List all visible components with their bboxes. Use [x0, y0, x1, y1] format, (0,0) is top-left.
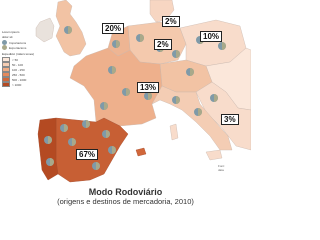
pie-symbol: [108, 146, 116, 154]
pie-symbol: [44, 136, 52, 144]
pie-symbol: [64, 26, 72, 34]
legend-class-label: 100 - 250: [12, 67, 25, 72]
pie-symbol: [144, 92, 152, 100]
pie-symbol: [82, 120, 90, 128]
pie-symbol: [46, 158, 54, 166]
source-note-line1: Font:: [218, 164, 225, 168]
pie-symbol: [122, 88, 130, 96]
pie-symbol: [68, 138, 76, 146]
pie-symbol: [172, 50, 180, 58]
percent-label-benelux: 2%: [154, 39, 172, 50]
legend-class-label: 250 - 500: [12, 72, 25, 77]
percent-label-spain: 67%: [76, 149, 98, 160]
source-note-line2: data: [218, 168, 224, 172]
legend-choropleth-title: Expedició (milers tones): [2, 52, 35, 56]
legend-class-label: < 50: [12, 57, 18, 62]
pie-symbol: [136, 34, 144, 42]
percent-label-central: 10%: [200, 31, 222, 42]
pie-symbol: [218, 42, 226, 50]
pie-symbol: [60, 124, 68, 132]
percent-label-italy: 3%: [221, 114, 239, 125]
legend-class-label: 50 - 100: [12, 62, 24, 67]
legend-swatch: [2, 82, 10, 87]
pie-symbol: [100, 102, 108, 110]
legend-item-label: Exportacions: [9, 45, 27, 50]
pie-symbol: [112, 40, 120, 48]
map-title: Modo Rodoviário: [88, 187, 163, 197]
legend-class-label: > 1000: [12, 82, 22, 87]
pie-symbol: [102, 130, 110, 138]
legend-item-label: Importacions: [9, 40, 27, 45]
export-pie-icon: [2, 45, 7, 50]
pie-symbol: [172, 96, 180, 104]
pie-symbol: [108, 66, 116, 74]
source-note: [218, 164, 225, 172]
percent-label-top-center: 2%: [162, 16, 180, 27]
map-legend: [2, 30, 52, 87]
pie-symbol: [210, 94, 218, 102]
legend-title-line1: Lorem ipsum: [2, 30, 20, 34]
legend-class: [2, 82, 52, 87]
pie-symbol: [194, 108, 202, 116]
map-subtitle: (origens e destinos de mercadoria, 2010): [57, 197, 194, 206]
legend-item-export: [2, 45, 52, 50]
pie-symbol: [186, 68, 194, 76]
percent-label-north-sea: 20%: [102, 23, 124, 34]
pie-symbol: [92, 162, 100, 170]
legend-class-label: 500 - 1000: [12, 77, 27, 82]
legend-title-line2: dolor sit: [2, 35, 13, 39]
percent-label-france: 13%: [137, 82, 159, 93]
